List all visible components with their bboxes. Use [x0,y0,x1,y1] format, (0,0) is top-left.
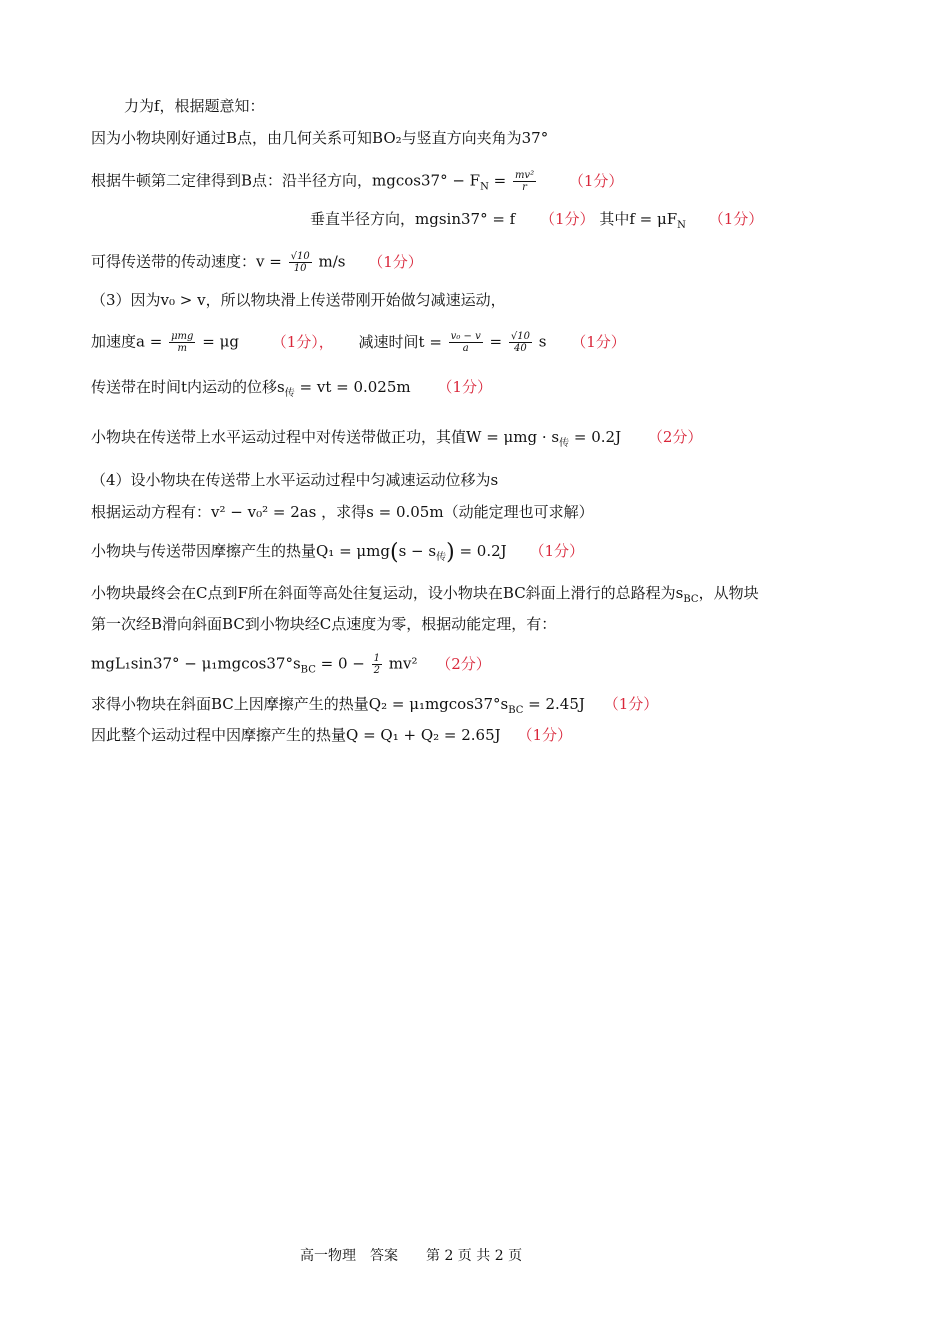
score-mark: （1分） [708,210,764,228]
score-mark: （2分） [647,428,703,446]
line-heat-q2: 求得小物块在斜面BC上因摩擦产生的热量$Q_2 = \mu_1mgcos37^\circ s_{BC} = 2.45J$ （1分） [91,695,659,716]
line-newton-radial: 根据牛顿第二定律得到B点：沿半径方向，$mgcos37^\circ - F_N$ = $\frac{\text{mv²}}{r}$ （1分） [91,170,624,193]
line-part3-intro: （3）因为v₀ > v，所以物块滑上传送带刚开始做匀减速运动， [91,291,506,309]
line-motion-equation: 根据运动方程有：v² − v₀² = 2as ，求得s = 0.05m（动能定理也可求解） [91,503,594,521]
fraction-dv-a: $\frac{\text{v₀ − v}}{a}$ [450,331,481,354]
score-mark: （1分） [603,695,659,713]
score-mark: （1分） [571,332,626,351]
line-oscillation: 小物块最终会在C点到F所在斜面等高处往复运动，设小物块在BC斜面上滑行的总路程为$s_{BC}$，从物块 [91,584,759,605]
score-mark: （1分） [437,378,492,396]
fraction-half: $\frac{1}{2}$ [373,653,380,676]
line-energy-equation: $mgL_1\sin 37^\circ - \mu_1mgcos37^\circ s_{BC} = 0$ − $\frac{1}{2}$ mv² （2分） [91,653,491,676]
score-mark: （2分） [436,654,491,673]
score-mark: （1分） [517,726,572,744]
score-mark: （1分） [368,252,423,271]
line-newton-perpendicular: 垂直半径方向，mgsin37° = f （1分） 其中$f = \mu F_N$ （1分） [310,210,764,231]
line-work: 小物块在传送带上水平运动过程中对传送带做正功，其值$W = \mu mg \cdot s_传 = 0.2J$ （2分） [91,428,703,449]
line-energy-theorem: 第一次经B滑向斜面BC到小物块经C点速度为零，根据动能定理，有： [91,615,557,633]
line-part4-intro: （4）设小物块在传送带上水平运动过程中匀减速运动位移为s [91,471,499,489]
score-mark: （1分）， [271,332,334,351]
page-footer: 高一物理 答案 第 2 页 共 2 页 [300,1248,523,1264]
fraction-mv2-r: $\frac{\text{mv²}}{r}$ [514,170,535,193]
fraction-sqrt10-40: $\frac{√10}{40}$ [510,331,530,354]
line-total-heat: 因此整个运动过程中因摩擦产生的热量Q = Q₁ + Q₂ = 2.65J （1分） [91,726,572,744]
line-geometry: 因为小物块刚好通过B点，由几何关系可知BO₂与竖直方向夹角为37° [91,129,549,147]
line-heat-q1: 小物块与传送带因摩擦产生的热量$Q_1 = \mu mg(s - s_传) = 0.2J$ （1分） [91,540,584,565]
fraction-umg-m: $\frac{\text{μmg}}{m}$ [171,331,194,354]
score-mark: （1分） [568,171,624,190]
score-mark: （1分） [529,542,584,560]
score-mark: （1分） [540,210,595,228]
line-friction-intro: 力为f，根据题意知： [124,97,265,115]
line-belt-speed: 可得传送带的传动速度：v = $\frac{√10}{10}$ m/s （1分） [91,251,423,274]
fraction-sqrt10-10: $\frac{√10}{10}$ [290,251,310,274]
line-acceleration: 加速度a = $\frac{\text{μmg}}{m}$ = μg （1分）， 减速时间t = $\frac{\text{v₀ − v}}{a}$ = $\frac{√10}{40}$ s （1分） [91,331,626,354]
line-belt-displacement: 传送带在时间t内运动的位移$s_传$ = vt = 0.025m （1分） [91,378,492,399]
